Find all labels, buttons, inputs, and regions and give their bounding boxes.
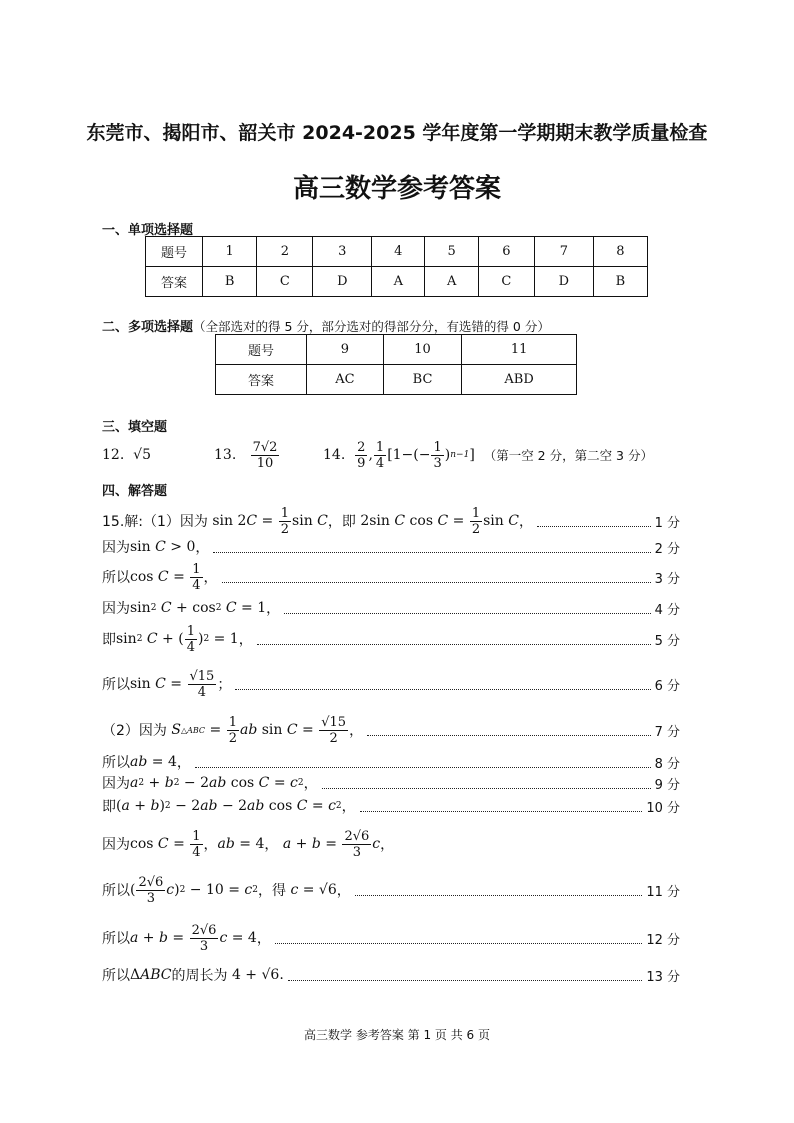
- solution-text: 所以 ( 2√6 3 c ) 2 − 10 = c 2 ，得 c = √6 ，: [102, 874, 351, 906]
- solution-line: [102, 560, 680, 594]
- fraction-numerator: 7√2: [252, 439, 278, 455]
- solution-line: [102, 622, 680, 656]
- dotted-leader: [360, 811, 643, 812]
- fraction: 1 3: [433, 439, 442, 471]
- scoring-note: （第一空 2 分，第二空 3 分）: [483, 448, 653, 463]
- single-choice-answer-table: [145, 236, 648, 297]
- dotted-leader: [222, 582, 651, 583]
- fraction: 1 4: [375, 439, 385, 471]
- solution-text: 所以 Δ ABC 的周长为 4 + √6.: [102, 967, 284, 984]
- document-subtitle: 高三数学参考答案: [292, 174, 501, 204]
- solution-line: [102, 666, 680, 702]
- answer-q12: [102, 443, 151, 467]
- answer-value: √5: [133, 447, 151, 463]
- solution-text: 所以 a + b = 2√6 3 c = 4 ，: [102, 922, 271, 954]
- table-cell: A: [425, 267, 478, 297]
- solution-line: [102, 596, 680, 620]
- table-row: [146, 267, 648, 297]
- dotted-leader: [275, 943, 642, 944]
- fraction: 2 9: [357, 439, 366, 471]
- solution-text: 因为 sin 2 C + cos 2 C = 1 ，: [102, 600, 281, 617]
- solution-line: [102, 920, 680, 956]
- score-label: 7 分: [654, 724, 680, 740]
- solution-text: 因为 cos C = 1 4 ， ab = 4 ， a + b = 2√6 3 c ，: [102, 828, 395, 860]
- dotted-leader: [288, 980, 643, 981]
- table-cell: B: [593, 267, 647, 297]
- table-cell: 1: [203, 237, 257, 267]
- question-number: 13.: [214, 447, 237, 463]
- solution-line: [102, 826, 680, 862]
- table-cell: C: [478, 267, 534, 297]
- solution-text: 所以 cos C = 1 4 ，: [102, 561, 218, 593]
- score-label: 1 分: [654, 515, 680, 531]
- question-number: 12.: [102, 447, 125, 463]
- solution-text: 即 sin 2 C + ( 1 4 ) 2 = 1 ，: [102, 623, 253, 655]
- solution-line: [102, 506, 680, 536]
- section-heading-single-choice: 一、单项选择题: [102, 223, 194, 238]
- fraction-denominator: 10: [256, 455, 274, 471]
- solution-text: 因为 sin C > 0 ，: [102, 539, 210, 556]
- dotted-leader: [257, 644, 651, 645]
- table-cell: 9: [307, 335, 384, 365]
- multi-choice-answer-table: [215, 334, 577, 395]
- table-header-cell: 答案: [146, 267, 203, 297]
- score-label: 12 分: [646, 932, 680, 948]
- score-label: 3 分: [654, 571, 680, 587]
- solution-line: [102, 872, 680, 908]
- table-cell: B: [203, 267, 257, 297]
- solution-text: 即 ( a + b ) 2 − 2 ab − 2 ab cos C = c 2 ，: [102, 798, 356, 815]
- answer-fraction: [251, 440, 280, 471]
- section-heading-multi-choice: [102, 316, 550, 335]
- dotted-leader: [367, 735, 651, 736]
- table-cell: 2: [257, 237, 313, 267]
- table-cell: A: [372, 267, 425, 297]
- table-cell: 10: [383, 335, 461, 365]
- section-heading-text: 二、多项选择题: [102, 320, 194, 335]
- solution-text: （2）因为 S △ABC = 1 2 ab sin C = √15 2 ，: [102, 714, 364, 746]
- table-row: [146, 237, 648, 267]
- solution-line: [102, 795, 680, 817]
- scoring-note: （全部选对的得 5 分，部分选对的得部分分，有选错的得 0 分）: [193, 319, 550, 334]
- table-cell: 11: [462, 335, 577, 365]
- table-header-cell: 答案: [216, 365, 307, 395]
- dotted-leader: [235, 689, 650, 690]
- dotted-leader: [537, 526, 651, 527]
- document-title: 东莞市、揭阳市、韶关市 2024-2025 学年度第一学期期末教学质量检查: [86, 122, 708, 144]
- table-cell: 7: [535, 237, 594, 267]
- score-label: 4 分: [654, 602, 680, 618]
- table-cell: AC: [307, 365, 384, 395]
- score-label: 5 分: [654, 633, 680, 649]
- solution-text: 所以 sin C = √15 4 ；: [102, 668, 232, 700]
- solution-line: [102, 535, 680, 559]
- dotted-leader: [284, 613, 650, 614]
- dotted-leader: [322, 788, 651, 789]
- table-cell: D: [535, 267, 594, 297]
- solution-line: [102, 712, 680, 748]
- score-label: 6 分: [654, 678, 680, 694]
- score-label: 11 分: [646, 884, 680, 900]
- solution-text: 因为 a 2 + b 2 − 2 ab cos C = c 2 ，: [102, 775, 318, 792]
- solution-line: [102, 963, 680, 987]
- solution-text: 所以 ab = 4 ，: [102, 754, 191, 771]
- table-row: [216, 365, 577, 395]
- dotted-leader: [213, 552, 650, 553]
- table-header-cell: 题号: [216, 335, 307, 365]
- table-cell: ABD: [462, 365, 577, 395]
- page-footer: 高三数学 参考答案 第 1 页 共 6 页: [304, 1028, 490, 1042]
- score-label: 8 分: [654, 756, 680, 772]
- table-row: [216, 335, 577, 365]
- dotted-leader: [195, 767, 651, 768]
- table-cell: 6: [478, 237, 534, 267]
- table-cell: 8: [593, 237, 647, 267]
- table-cell: BC: [383, 365, 461, 395]
- solution-text: 15.解:（1）因为 sin 2 C = 1 2 sin C ，即 2sin C cos C = 1 2 sin C ，: [102, 505, 533, 537]
- section-heading-fill-blank: 三、填空题: [102, 420, 168, 435]
- answer-q14: 14. 2 9 , 1 4 [1−(− 1 3 ) n−1 ] （第一空 2 分，第二空 3 分）: [323, 439, 653, 471]
- solution-line: [102, 772, 680, 794]
- table-cell: 3: [313, 237, 372, 267]
- answer-q13: [214, 435, 280, 475]
- table-cell: D: [313, 267, 372, 297]
- score-label: 2 分: [654, 541, 680, 557]
- dotted-leader: [355, 895, 643, 896]
- score-label: 10 分: [646, 800, 680, 816]
- solution-line: [102, 751, 680, 773]
- question-number: 14.: [323, 447, 346, 463]
- score-label: 9 分: [654, 777, 680, 793]
- section-heading-solutions: 四、解答题: [102, 484, 168, 499]
- table-cell: 4: [372, 237, 425, 267]
- table-cell: C: [257, 267, 313, 297]
- score-label: 13 分: [646, 969, 680, 985]
- table-header-cell: 题号: [146, 237, 203, 267]
- table-cell: 5: [425, 237, 478, 267]
